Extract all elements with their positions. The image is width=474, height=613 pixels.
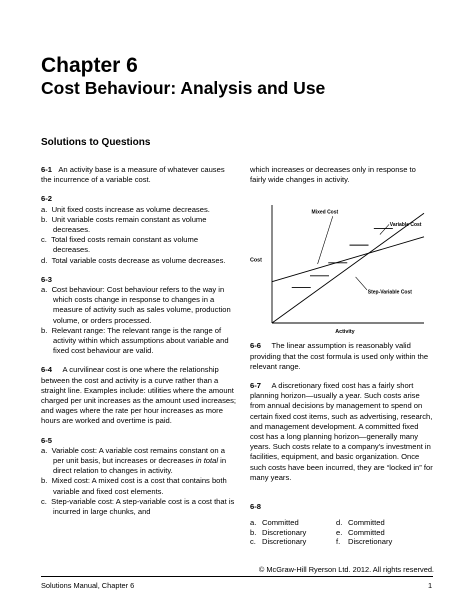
page-number: 1	[428, 581, 433, 590]
item-letter: d.	[41, 255, 48, 265]
item-letter: b.	[41, 476, 48, 486]
x-axis-label: Activity	[335, 329, 355, 336]
table-cell: Discretionary	[262, 527, 307, 537]
q6-8-table	[250, 518, 434, 547]
item-text: in direct relation to changes in activity.	[53, 456, 227, 476]
q-number: 6-1	[41, 165, 52, 174]
q-number: 6-6	[250, 341, 261, 351]
continued-text: which increases or decreases only in response to fairly wide changes in activity.	[250, 165, 416, 185]
mixed-cost-label: Mixed Cost	[311, 209, 339, 216]
step-variable-cost-label: Step-Variable Cost	[367, 289, 412, 296]
table-row	[250, 528, 434, 538]
item-text: Total variable costs decrease as volume decreases.	[51, 255, 226, 265]
q6-3-heading: 6-3	[41, 274, 52, 284]
table-row	[250, 518, 434, 528]
left-column	[41, 165, 237, 517]
q-text: The linear assumption is reasonably valid providing that the cost formula is used only within the relevant range.	[250, 341, 429, 371]
section-heading: Solutions to Questions	[41, 137, 151, 148]
list-item	[41, 235, 237, 255]
item-letter: a.	[41, 204, 48, 214]
table-cell: b.	[250, 527, 257, 537]
variable-cost-pointer	[380, 225, 389, 235]
table-cell: Discretionary	[348, 537, 393, 547]
q6-6	[250, 341, 433, 372]
item-letter: a.	[41, 445, 48, 455]
mixed-cost-line	[272, 237, 424, 282]
table-cell: d.	[336, 518, 343, 528]
q-text: A curvilinear cost is one where the relationship between the cost and activity is a curve rather than a straight line. Examples include: utilities where the amount charged per unit increases as the amount used increases; and wages where the rate per hour increases as more hours are worked and overtime is paid.	[41, 365, 237, 426]
q-number: 6-4	[41, 365, 52, 375]
table-cell: Discretionary	[262, 537, 307, 547]
cost-behaviour-chart	[250, 199, 433, 335]
item-letter: c.	[41, 235, 47, 245]
item-letter: b.	[41, 214, 48, 224]
q-number: 6-7	[250, 381, 261, 391]
table-cell: Committed	[348, 518, 385, 528]
footer-title: Solutions Manual, Chapter 6	[41, 581, 135, 590]
table-cell: c.	[250, 537, 256, 547]
q-text: A discretionary fixed cost has a fairly short planning horizon—usually a year. Such costs arise from annual decisions by management to spend on certain fixed cost items, such as advertising, research, and management development. A committed fixed cost has a long planning horizon—generally many years. Such costs relate to a company's investment in facilities, equipment, and basic organization. Once such costs have been incurred, they are “locked in” for many years.	[250, 381, 433, 482]
item-letter: a.	[41, 285, 48, 295]
table-cell: f.	[336, 537, 341, 547]
q6-4	[41, 365, 237, 426]
list-item	[41, 497, 237, 517]
item-text: Cost behaviour: Cost behaviour refers to the way in which costs change in response to changes in a measure of activity such as sales volume, production volume, or orders processed.	[51, 285, 231, 325]
item-text: Unit variable costs remain constant as volume decreases.	[51, 214, 207, 235]
list-item	[41, 285, 237, 326]
item-text: Variable cost: A variable cost remains constant on a per unit basis, but increases or decreases	[51, 445, 225, 466]
item-text: Total fixed costs remain constant as volume decreases.	[51, 235, 199, 255]
emphasis: in total	[195, 456, 219, 466]
q6-2-heading: 6-2	[41, 194, 52, 204]
y-axis-label: Cost	[250, 258, 262, 265]
item-text: Step-variable cost: A step-variable cost is a cost that is incurred in large chunks, and	[51, 496, 235, 517]
list-item	[41, 446, 237, 477]
chapter-title: Chapter 6	[41, 54, 138, 77]
table-cell: Committed	[348, 527, 385, 537]
right-column	[250, 165, 433, 547]
table-cell: a.	[250, 518, 257, 528]
table-row	[250, 537, 434, 547]
list-item	[41, 256, 237, 266]
footer-divider	[41, 576, 433, 577]
step-variable-cost-pointer	[356, 277, 367, 290]
table-cell: Committed	[262, 518, 299, 528]
q-text: An activity base is a measure of whatever causes the incurrence of a variable cost.	[41, 165, 225, 185]
item-text: Unit fixed costs increase as volume decreases.	[51, 204, 210, 214]
list-item	[41, 326, 237, 357]
variable-cost-label: Variable Cost	[389, 222, 422, 229]
q6-5-heading: 6-5	[41, 435, 52, 445]
q6-8-heading: 6-8	[250, 502, 261, 512]
list-item	[41, 215, 237, 235]
q6-2-list	[41, 205, 237, 266]
copyright: © McGraw-Hill Ryerson Ltd. 2012. All rights reserved.	[258, 565, 434, 574]
item-letter: c.	[41, 496, 47, 506]
list-item	[41, 476, 237, 496]
item-text: Mixed cost: A mixed cost is a cost that contains both variable and fixed cost elements.	[51, 476, 227, 496]
item-letter: b.	[41, 325, 48, 335]
table-cell: e.	[336, 527, 343, 537]
q6-7	[250, 381, 433, 483]
chapter-subtitle: Cost Behaviour: Analysis and Use	[41, 78, 326, 98]
variable-cost-line	[272, 214, 424, 324]
mixed-cost-pointer	[318, 217, 333, 265]
list-item	[41, 205, 237, 215]
item-text: Relevant range: The relevant range is the range of activity within which assumptions about variable and fixed cost behaviour are valid.	[51, 325, 229, 356]
q6-1	[41, 165, 237, 185]
